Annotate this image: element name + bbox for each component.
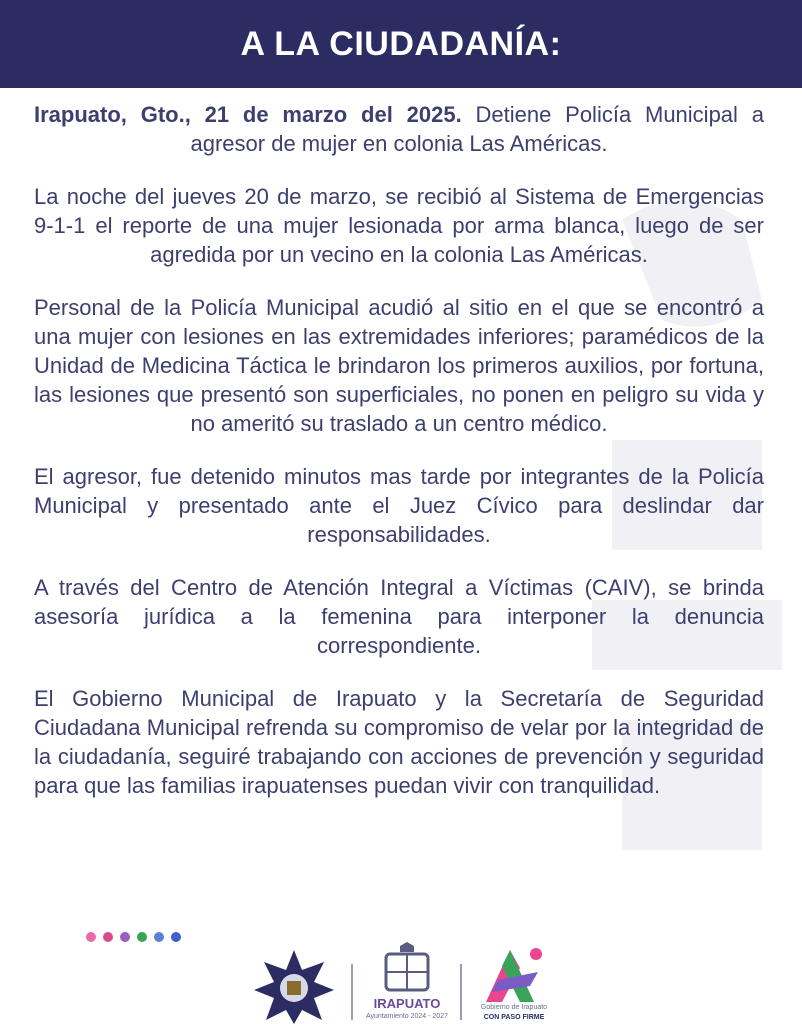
government-logo-icon [480,944,552,1004]
gov-slogan-line2: CON PASO FIRME [483,1014,545,1021]
footer-separator-1 [351,964,353,1020]
paragraph-3: El agresor, fue detenido minutos mas tarde por integrantes de la Policía Municipal y presentado ante el Juez Cívico para deslindar dar responsabilidades. [34,464,764,547]
lead-headline: Detiene Policía Municipal a agresor de mujer en colonia Las Américas. [190,102,764,156]
footer-separator-2 [460,964,462,1020]
paragraph-2: Personal de la Policía Municipal acudió al sitio en el que se encontró a una mujer con lesiones en las extremidades inferiores; paramédicos de la Unidad de Medicina Táctica le brindaron los primeros auxilios, por fortuna, las lesiones que presentó son superficiales, no ponen en peligro su vida y no ameritó su traslado a un centro médico. [34,295,764,436]
police-star-badge-icon [252,948,336,1024]
footer-logos [0,940,802,1024]
irapuato-coat-of-arms-icon [380,942,434,992]
city-period: Ayuntamiento 2024 - 2027 [366,1013,448,1020]
lead-date: Irapuato, Gto., 21 de marzo del 2025. [34,102,462,127]
lead-paragraph [34,100,764,158]
paragraph-5: El Gobierno Municipal de Irapuato y la Secretaría de Seguridad Ciudadana Municipal refrenda su compromiso de velar por la integridad de la ciudadanía, seguiré trabajando con acciones de prevención y seguridad para que las familias irapuatenses puedan vivir con tranquilidad. [34,686,764,798]
paragraph-1: La noche del jueves 20 de marzo, se recibió al Sistema de Emergencias 9-1-1 el reporte de una mujer lesionada por arma blanca, luego de ser agredida por un vecino en la colonia Las Américas. [34,184,764,267]
paragraph-4: A través del Centro de Atención Integral a Víctimas (CAIV), se brinda asesoría jurídica a la femenina para interponer la denuncia correspondiente. [34,575,764,658]
document-body [34,100,764,824]
header-banner [0,0,802,88]
city-name: IRAPUATO [373,996,441,1011]
gov-slogan-line1: Gobierno de Irapuato [480,1004,548,1011]
page-title: A LA CIUDADANÍA: [240,24,562,63]
